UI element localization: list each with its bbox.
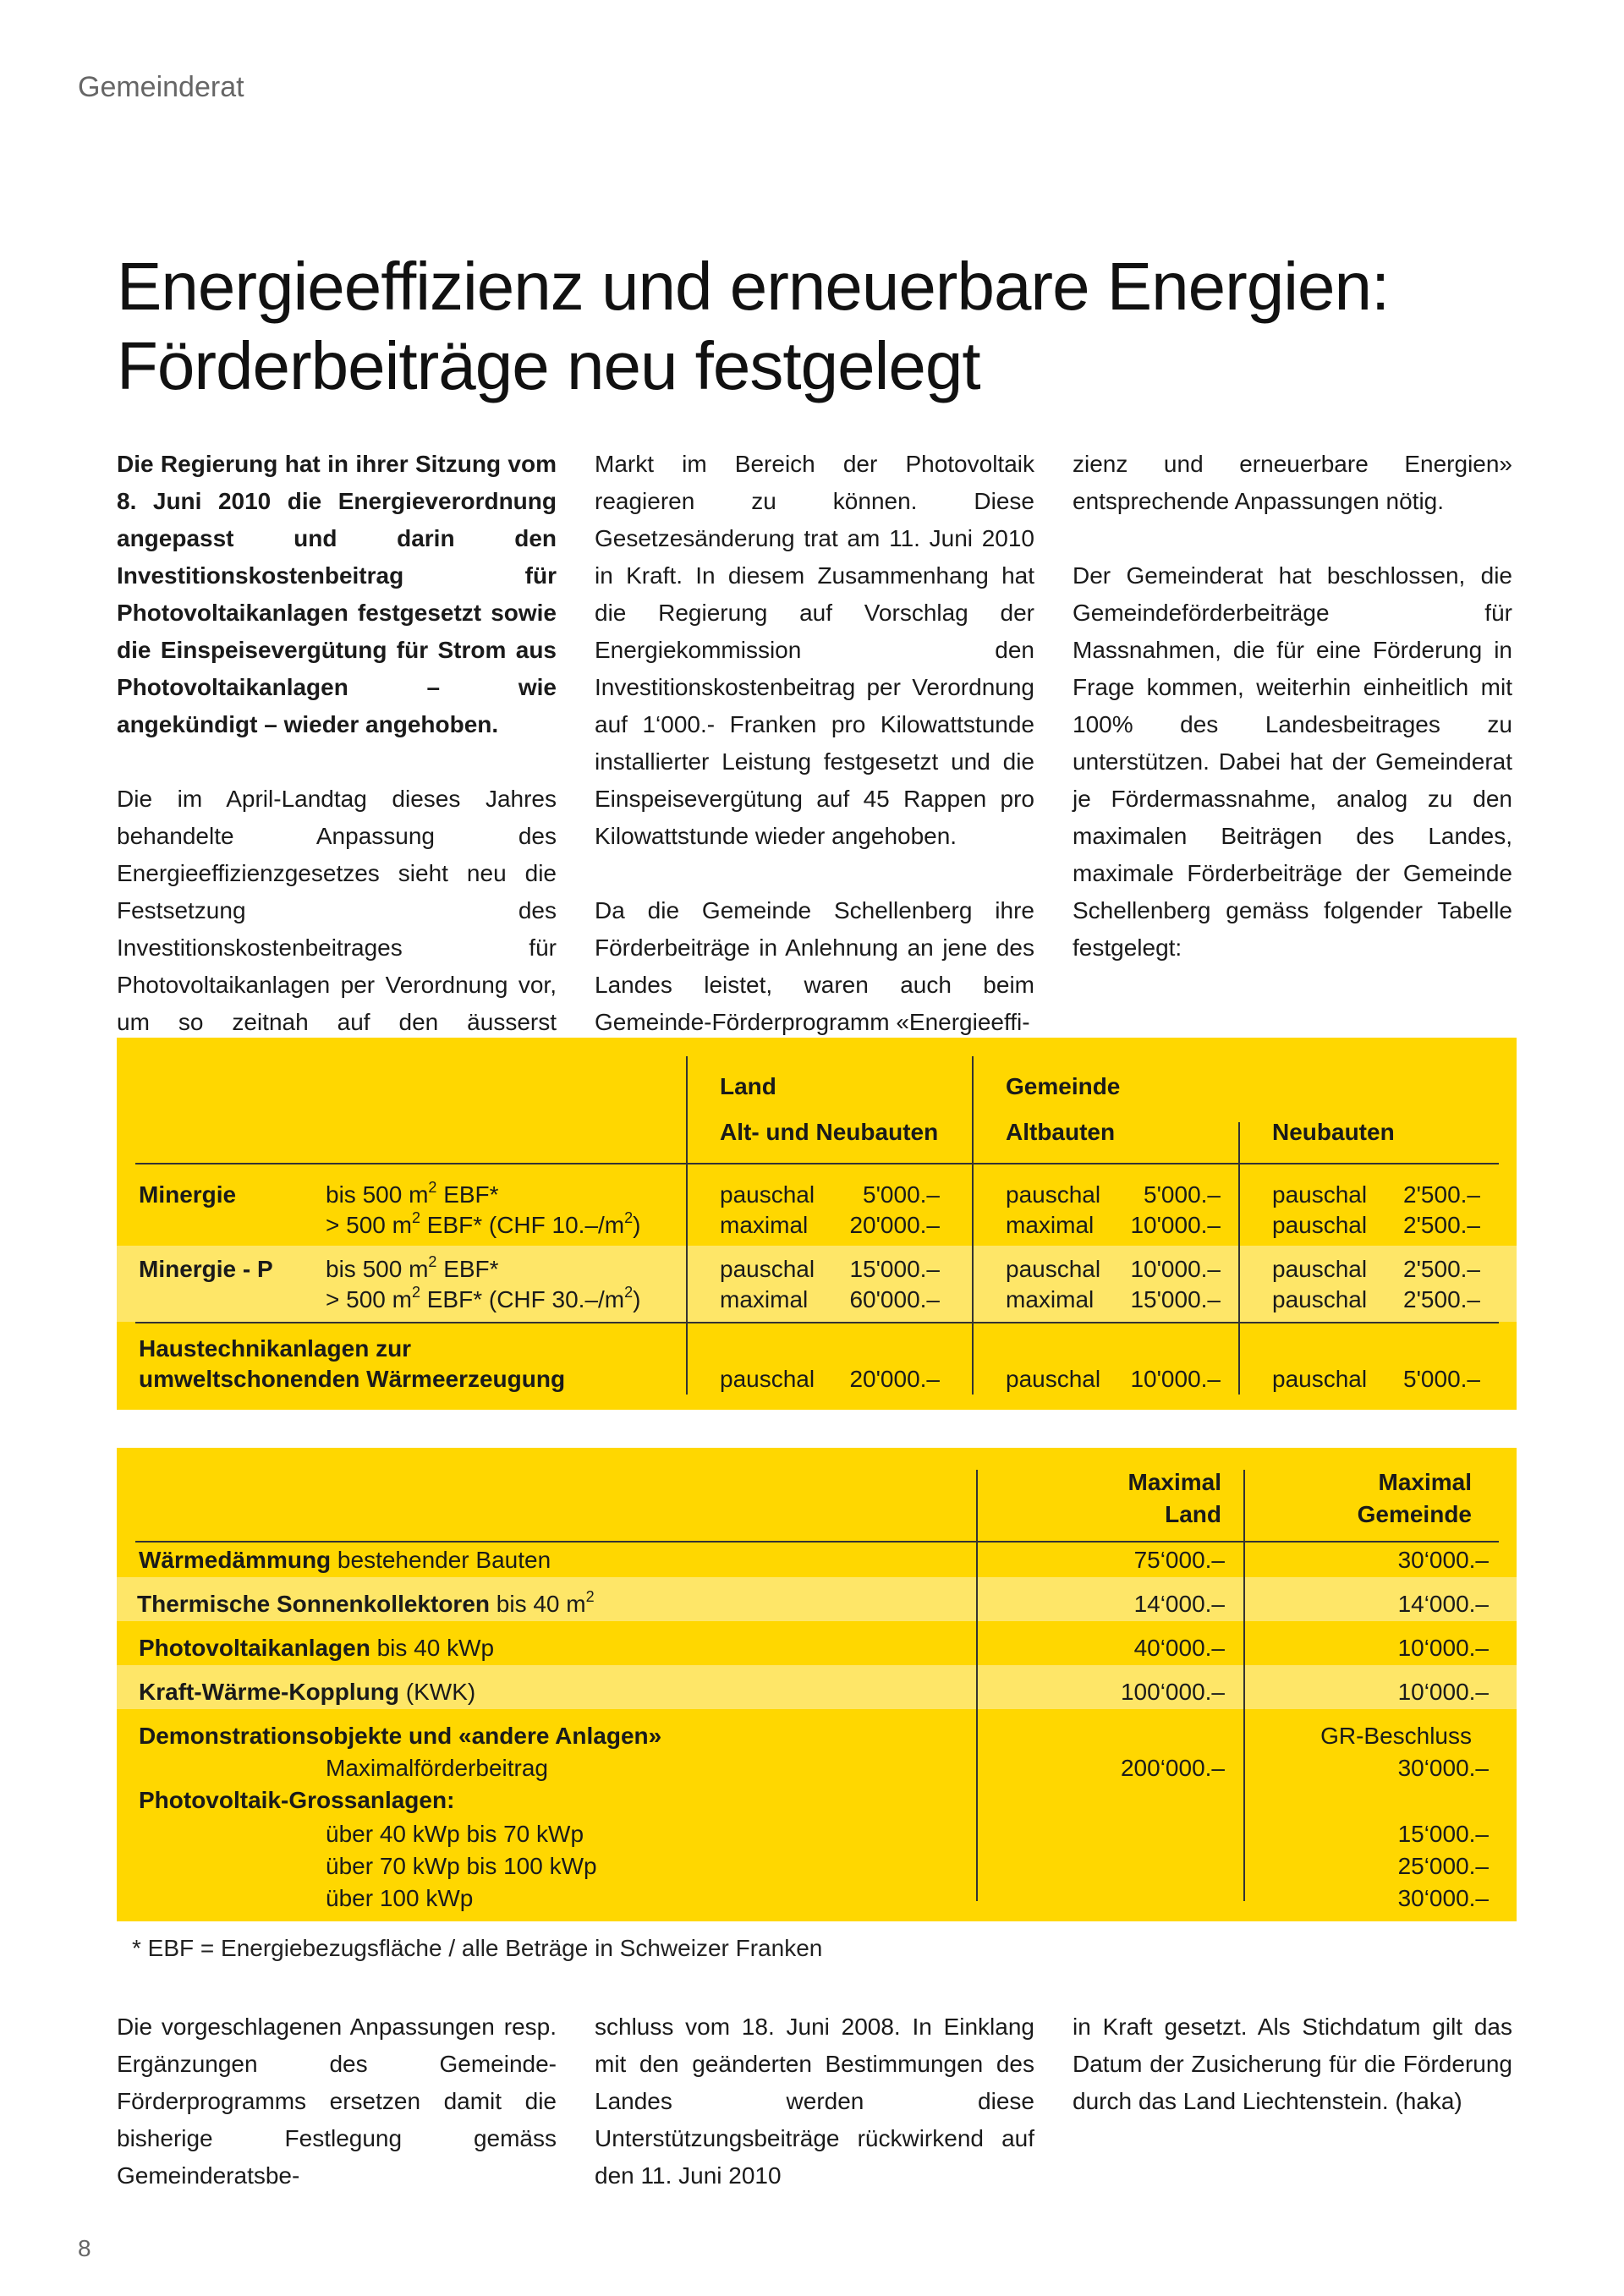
amount-land: 100‘000.– <box>1120 1679 1225 1705</box>
amount: pauschal 2'500.– <box>1272 1212 1480 1238</box>
column-divider <box>972 1056 974 1395</box>
closing-columns <box>117 2008 1512 2195</box>
pv-tier-label: über 40 kWp bis 70 kWp <box>326 1821 584 1847</box>
condition: bis 500 $m^2$ EBF* <box>326 1252 499 1282</box>
gr-beschluss-note: GR-Beschluss <box>1320 1723 1472 1749</box>
amount-gemeinde: 10‘000.– <box>1397 1679 1489 1705</box>
amount: pauschal 2'500.– <box>1272 1256 1480 1282</box>
intro-column-2 <box>595 446 1034 1078</box>
col-head-land: Land <box>720 1073 776 1099</box>
row-label-haustechnik: Haustechnikanlagen zur <box>139 1335 412 1362</box>
amount-land: 40‘000.– <box>1133 1635 1225 1661</box>
col-head-max-gemeinde: Maximal <box>1378 1469 1472 1495</box>
header-rule <box>135 1541 1499 1543</box>
page-number: 8 <box>78 2235 91 2261</box>
col-head-max-land: Land <box>1165 1501 1221 1527</box>
row-label-haustechnik: umweltschonenden Wärmeerzeugung <box>139 1366 566 1392</box>
amount: pauschal 2'500.– <box>1272 1181 1480 1208</box>
intro-column-1 <box>117 446 557 1078</box>
paragraph: in Kraft gesetzt. Als Stichdatum gilt das Datum der Zusicherung für die Förderung durch das Land Liechtenstein. (haka) <box>1073 2014 1512 2114</box>
amount: pauschal 15'000.– <box>720 1256 940 1282</box>
pv-large-heading: Photovoltaik-Grossanlagen: <box>139 1787 455 1813</box>
page-title <box>117 247 1555 406</box>
condition: > 500 $m^2$ EBF* (CHF $10.-/m^2$) <box>326 1208 641 1238</box>
amount: pauschal 5'000.– <box>720 1181 940 1208</box>
amount-gemeinde: 10‘000.– <box>1397 1635 1489 1661</box>
amount: pauschal 10'000.– <box>1006 1256 1221 1282</box>
max-funding-label: Maximalförderbeitrag <box>326 1755 548 1781</box>
funding-table-measures <box>117 1448 1517 1921</box>
amount: pauschal 20'000.– <box>720 1366 940 1392</box>
amount: maximal 10'000.– <box>1006 1212 1221 1238</box>
paragraph: Da die Gemeinde Schellenberg ihre Förderbeiträge in Anlehnung an jene des Landes leistet, waren auch beim Gemeinde-Förderprogramm «Energieeffi- <box>595 897 1034 1035</box>
measure-row: Kraft-Wärme-Kopplung (KWK) <box>139 1679 476 1705</box>
intro-column-3 <box>1073 446 1512 1078</box>
pv-tier-label: über 100 kWp <box>326 1885 474 1911</box>
condition: bis 500 $m^2$ EBF* <box>326 1178 499 1208</box>
amount: maximal 15'000.– <box>1006 1286 1221 1312</box>
subhead-alt-neubauten: Alt- und Neubauten <box>720 1119 939 1145</box>
amount: pauschal 5'000.– <box>1272 1366 1480 1392</box>
col-head-gemeinde: Gemeinde <box>1006 1073 1121 1099</box>
lead-paragraph: Die Regierung hat in ihrer Sitzung vom 8. Juni 2010 die Energieverordnung angepasst und darin den Investitionskostenbeitrag für Photovoltaikanlagen festgesetzt sowie die Einspeisevergütung für Strom aus Photovoltaikanlagen – wie angekündigt – wieder angehoben. <box>117 451 557 737</box>
col-head-max-gemeinde: Gemeinde <box>1357 1501 1472 1527</box>
amount: maximal 20'000.– <box>720 1212 940 1238</box>
title-line-2: Förderbeiträge neu festgelegt <box>117 328 980 403</box>
amount: maximal 60'000.– <box>720 1286 940 1312</box>
col-head-max-land: Maximal <box>1127 1469 1221 1495</box>
paragraph: schluss vom 18. Juni 2008. In Einklang mit den geänderten Bestimmungen des Landes werden diese Unterstützungsbeiträge rückwirkend auf den 11. Juni 2010 <box>595 2014 1034 2189</box>
funding-table-buildings <box>117 1038 1517 1410</box>
row-rule <box>135 1322 1499 1323</box>
intro-columns <box>117 446 1512 1078</box>
condition: > 500 $m^2$ EBF* (CHF $30.-/m^2$) <box>326 1283 641 1312</box>
amount-gemeinde: 14‘000.– <box>1397 1591 1489 1617</box>
title-line-1: Energieeffizienz und erneuerbare Energien: <box>117 249 1390 324</box>
amount: pauschal 2'500.– <box>1272 1286 1480 1312</box>
amount-gemeinde: 15‘000.– <box>1397 1821 1489 1847</box>
measure-row: Wärmedämmung bestehender Bauten <box>139 1547 551 1573</box>
amount: pauschal 10'000.– <box>1006 1366 1221 1392</box>
row-label-minergie: Minergie <box>139 1181 237 1208</box>
footnote: * EBF = Energiebezugsfläche / alle Beträge in Schweizer Franken <box>132 1935 823 1961</box>
subhead-neubauten: Neubauten <box>1272 1119 1395 1145</box>
subhead-altbauten: Altbauten <box>1006 1119 1116 1145</box>
amount-gemeinde: 30‘000.– <box>1397 1885 1489 1911</box>
amount-gemeinde: 25‘000.– <box>1397 1853 1489 1879</box>
amount-gemeinde: 30‘000.– <box>1397 1755 1489 1781</box>
pv-tier-label: über 70 kWp bis 100 kWp <box>326 1853 597 1879</box>
amount: pauschal 5'000.– <box>1006 1181 1221 1208</box>
amount-land: 75‘000.– <box>1133 1547 1225 1573</box>
amount-land: 200‘000.– <box>1120 1755 1225 1781</box>
measure-row: Photovoltaikanlagen bis 40 kWp <box>139 1635 495 1661</box>
paragraph: Die im April-Landtag dieses Jahres behandelte Anpassung des Energieeffizienzgesetzes sieht neu die Festsetzung des Investitionskostenbeitrages für Photovoltaikanlagen per Verordnung vor, um so zeitnah auf den äusserst <box>117 786 557 1035</box>
section-label: Gemeinderat <box>78 71 244 103</box>
paragraph: Der Gemeinderat hat beschlossen, die Gemeindeförderbeiträge für Massnahmen, die für eine Förderung in Frage kommen, weiterhin einheitlich mit 100% des Landesbeitrages zu unterstützen. Dabei hat der Gemeinderat je Fördermassnahme, analog zu den maximalen Beiträgen des Landes, maximale Förderbeiträge der Gemeinde Schellenberg gemäss folgender Tabelle festgelegt: <box>1073 562 1512 961</box>
demo-objects-heading: Demonstrationsobjekte und «andere Anlagen» <box>139 1723 662 1749</box>
closing-column-3 <box>1073 2008 1512 2195</box>
paragraph: Die vorgeschlagenen Anpassungen resp. Ergänzungen des Gemeinde-Förderprogramms ersetzen damit die bisherige Festlegung gemäss Gemeinderatsbe- <box>117 2014 557 2189</box>
measure-row: Thermische Sonnenkollektoren bis 40 $m^2$ <box>137 1587 595 1617</box>
header-rule <box>135 1163 1499 1164</box>
amount-land: 14‘000.– <box>1133 1591 1225 1617</box>
paragraph: zienz und erneuerbare Energien» entsprechende Anpassungen nötig. <box>1073 451 1512 514</box>
amount-gemeinde: 30‘000.– <box>1397 1547 1489 1573</box>
paragraph: Markt im Bereich der Photovoltaik reagieren zu können. Diese Gesetzesänderung trat am 11. Juni 2010 in Kraft. In diesem Zusammenhang hat die Regierung auf Vorschlag der Energiekommission den Investitionskostenbeitrag per Verordnung auf 1‘000.- Franken pro Kilowattstunde installierter Leistung festgesetzt und die Einspeisevergütung auf 45 Rappen pro Kilowattstunde wieder angehoben. <box>595 451 1034 849</box>
row-label-minergie-p: Minergie - P <box>139 1256 273 1282</box>
column-divider <box>686 1056 688 1395</box>
closing-column-1 <box>117 2008 557 2195</box>
closing-column-2 <box>595 2008 1034 2195</box>
